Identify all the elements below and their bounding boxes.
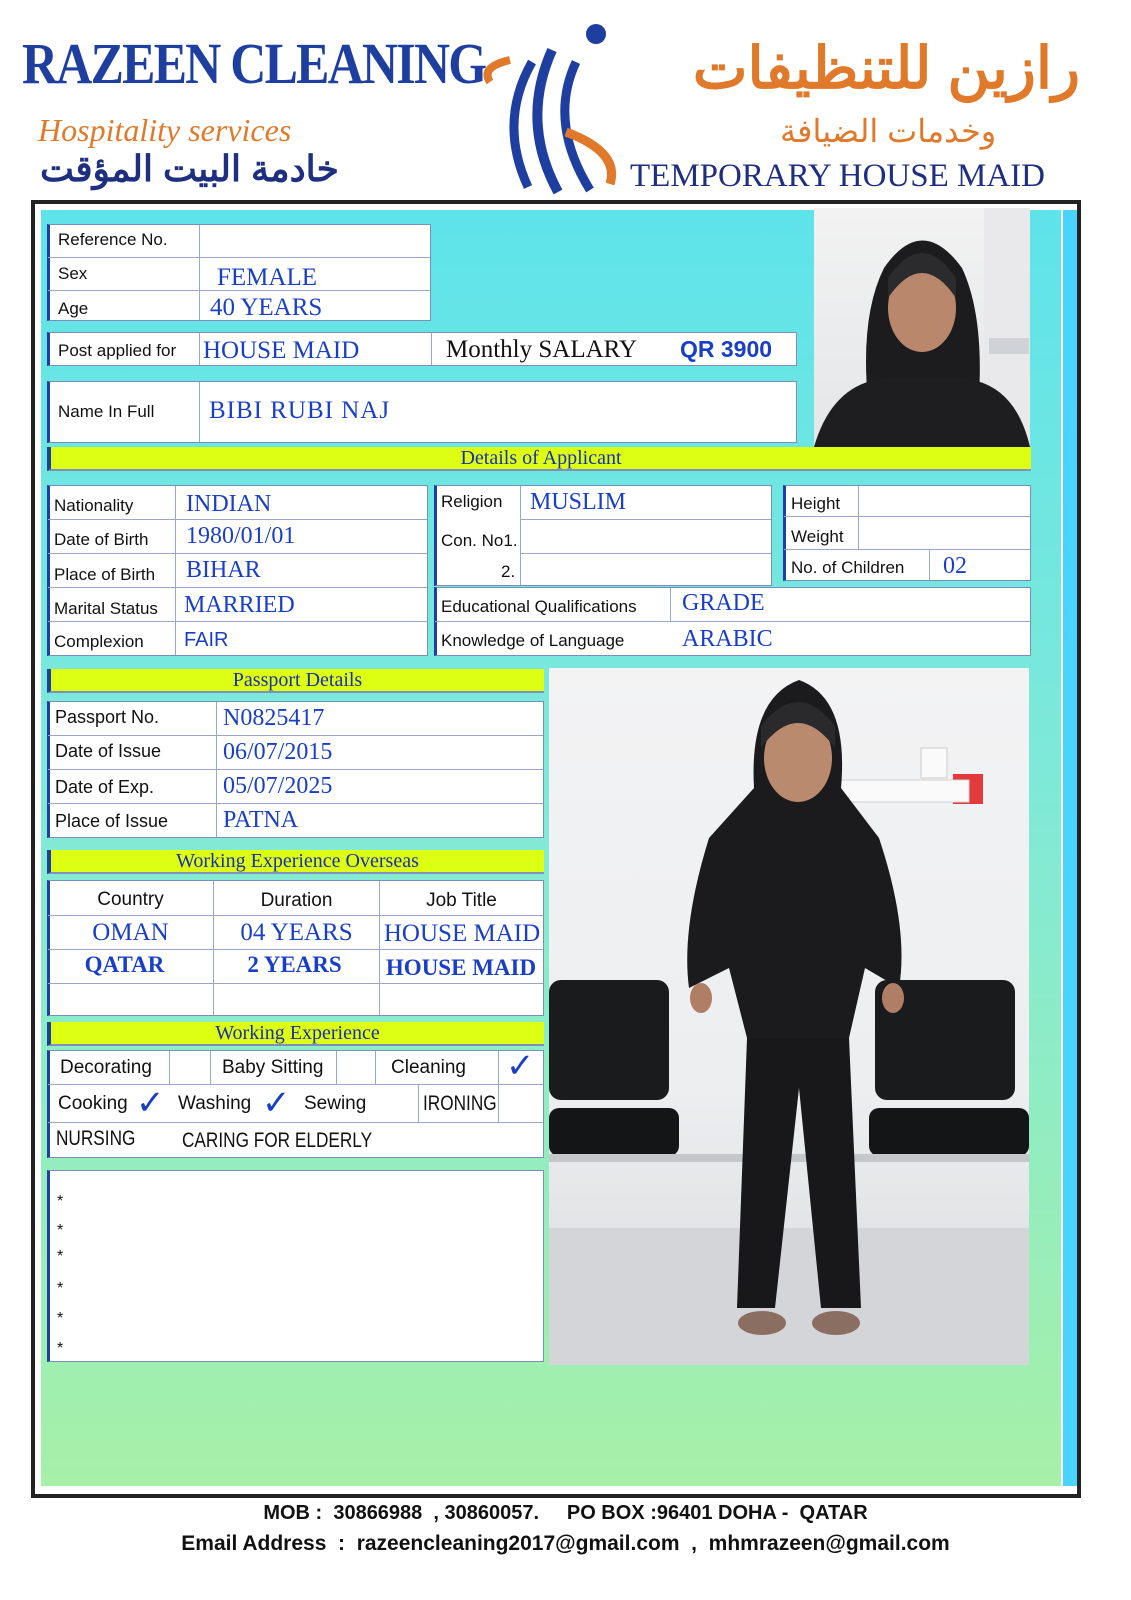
language-value: ARABIC [682,626,773,652]
divider [431,333,432,365]
divider [670,588,671,621]
sex-label: Sex [58,264,88,283]
reference-label: Reference No. [58,230,168,249]
complexion-label: Complexion [54,632,144,651]
skill-decorating: Decorating [60,1057,152,1078]
details-of-applicant-header: Details of Applicant [47,447,1031,471]
divider [375,1051,376,1084]
working-experience-header: Working Experience [47,1022,544,1046]
divider [418,1085,419,1122]
divider [336,1051,337,1084]
dob-value: 1980/01/01 [186,523,296,549]
expiry-date-label: Date of Exp. [55,777,155,797]
page-header [0,0,1131,200]
sex-value: FEMALE [217,264,317,291]
passport-no-label: Passport No. [55,707,160,727]
divider [169,1051,170,1084]
divider [48,553,427,554]
divider [48,949,543,950]
applicant-portrait-photo [814,208,1030,447]
overseas-header-job-title: Job Title [426,890,497,911]
contact-2-label: 2. [501,562,516,581]
note-bullet: * [57,1310,64,1327]
skill-caring-for-elderly: CARING FOR ELDERLY [182,1129,373,1152]
divider [435,621,1030,622]
divider [520,486,521,585]
divider [48,983,543,984]
skill-cleaning: Cleaning [391,1057,466,1078]
cleaning-check-icon: ✓ [506,1047,535,1085]
overseas-row-1-duration: 04 YEARS [240,919,353,946]
arabic-subtitle-left: خادمة البيت المؤقت [40,148,339,189]
divider [784,549,1030,550]
divider [48,1084,543,1085]
religion-label: Religion [441,492,503,511]
divider [210,1051,211,1084]
place-of-issue-value: PATNA [223,807,299,833]
place-of-issue-label: Place of Issue [55,811,169,831]
complexion-value: FAIR [184,629,229,651]
divider [521,553,771,554]
overseas-row-1-job: HOUSE MAID [383,920,541,947]
divider [48,769,543,770]
form-right-edge [1063,210,1077,1486]
form-title: TEMPORARY HOUSE MAID [630,158,1045,194]
overseas-experience-header: Working Experience Overseas [47,850,544,874]
arabic-company-name: رازين للتنظيفات [692,36,1080,101]
divider [48,621,427,622]
salary-value: QR 3900 [680,336,773,362]
skill-baby-sitting: Baby Sitting [222,1057,324,1078]
applicant-full-body-photo [549,668,1029,1365]
issue-date-label: Date of Issue [55,741,162,761]
post-label: Post applied for [58,341,177,360]
marital-label: Marital Status [54,599,158,618]
divider [784,516,1030,517]
arabic-tagline: وخدمات الضيافة [780,113,997,149]
children-label: No. of Children [791,558,905,577]
divider [929,550,930,580]
skill-nursing: NURSING [56,1127,136,1150]
education-value: GRADE [682,590,765,616]
divider [199,333,200,365]
overseas-row-2-country: QATAR [84,952,165,977]
divider [48,1122,543,1123]
note-bullet: * [57,1340,64,1357]
note-bullet: * [57,1222,64,1239]
divider [48,803,543,804]
religion-value: MUSLIM [530,489,627,515]
footer-contact-line: MOB : 30866988 , 30860057. PO BOX :96401 DOHA - QATAR [263,1502,868,1524]
divider [498,1051,499,1122]
divider [521,519,771,520]
contact-1-label: Con. No1. [441,531,518,550]
note-bullet: * [57,1248,64,1265]
overseas-header-duration: Duration [260,890,333,911]
issue-date-value: 06/07/2015 [223,739,333,765]
passport-details-header: Passport Details [47,669,544,693]
dob-label: Date of Birth [54,530,149,549]
divider [48,587,427,588]
skill-washing: Washing [178,1093,252,1114]
language-label: Knowledge of Language [441,631,625,650]
skill-cooking: Cooking [58,1093,128,1114]
divider [48,257,430,258]
name-value: BIBI RUBI NAJ [209,397,391,424]
post-value: HOUSE MAID [203,337,360,364]
expiry-date-value: 05/07/2025 [223,773,333,799]
cooking-check-icon: ✓ [136,1084,165,1122]
divider [175,486,176,655]
divider [48,519,427,520]
age-value: 40 YEARS [210,294,323,321]
age-label: Age [58,299,89,318]
pob-label: Place of Birth [54,565,156,584]
marital-value: MARRIED [184,592,295,618]
divider [48,915,543,916]
company-name: RAZEEN CLEANING [22,31,486,96]
note-bullet: * [57,1280,64,1297]
skill-sewing: Sewing [304,1093,367,1114]
overseas-row-2-job: HOUSE MAID [385,955,537,980]
divider [858,486,859,549]
washing-check-icon: ✓ [262,1084,291,1122]
salary-label: Monthly SALARY [446,336,638,363]
company-tagline: Hospitality services [38,112,292,148]
skill-ironing: IRONING [423,1092,497,1115]
footer-email-line: Email Address : razeencleaning2017@gmail.com , mhmrazeen@gmail.com [181,1532,950,1555]
note-bullet: * [57,1193,64,1210]
name-row [47,381,797,443]
name-label: Name In Full [58,402,155,421]
notes-box [47,1170,544,1362]
height-label: Height [791,494,841,513]
divider [48,735,543,736]
overseas-header-country: Country [97,889,164,910]
overseas-row-1-country: OMAN [92,919,169,946]
weight-label: Weight [791,527,844,546]
overseas-row-2-duration: 2 YEARS [247,952,342,977]
nationality-label: Nationality [54,496,134,515]
nationality-value: INDIAN [186,491,272,517]
company-logo [470,12,640,202]
children-value: 02 [943,553,967,579]
divider [199,382,200,442]
education-label: Educational Qualifications [441,597,637,616]
divider [199,225,200,320]
passport-no-value: N0825417 [223,705,325,731]
pob-value: BIHAR [186,557,261,583]
